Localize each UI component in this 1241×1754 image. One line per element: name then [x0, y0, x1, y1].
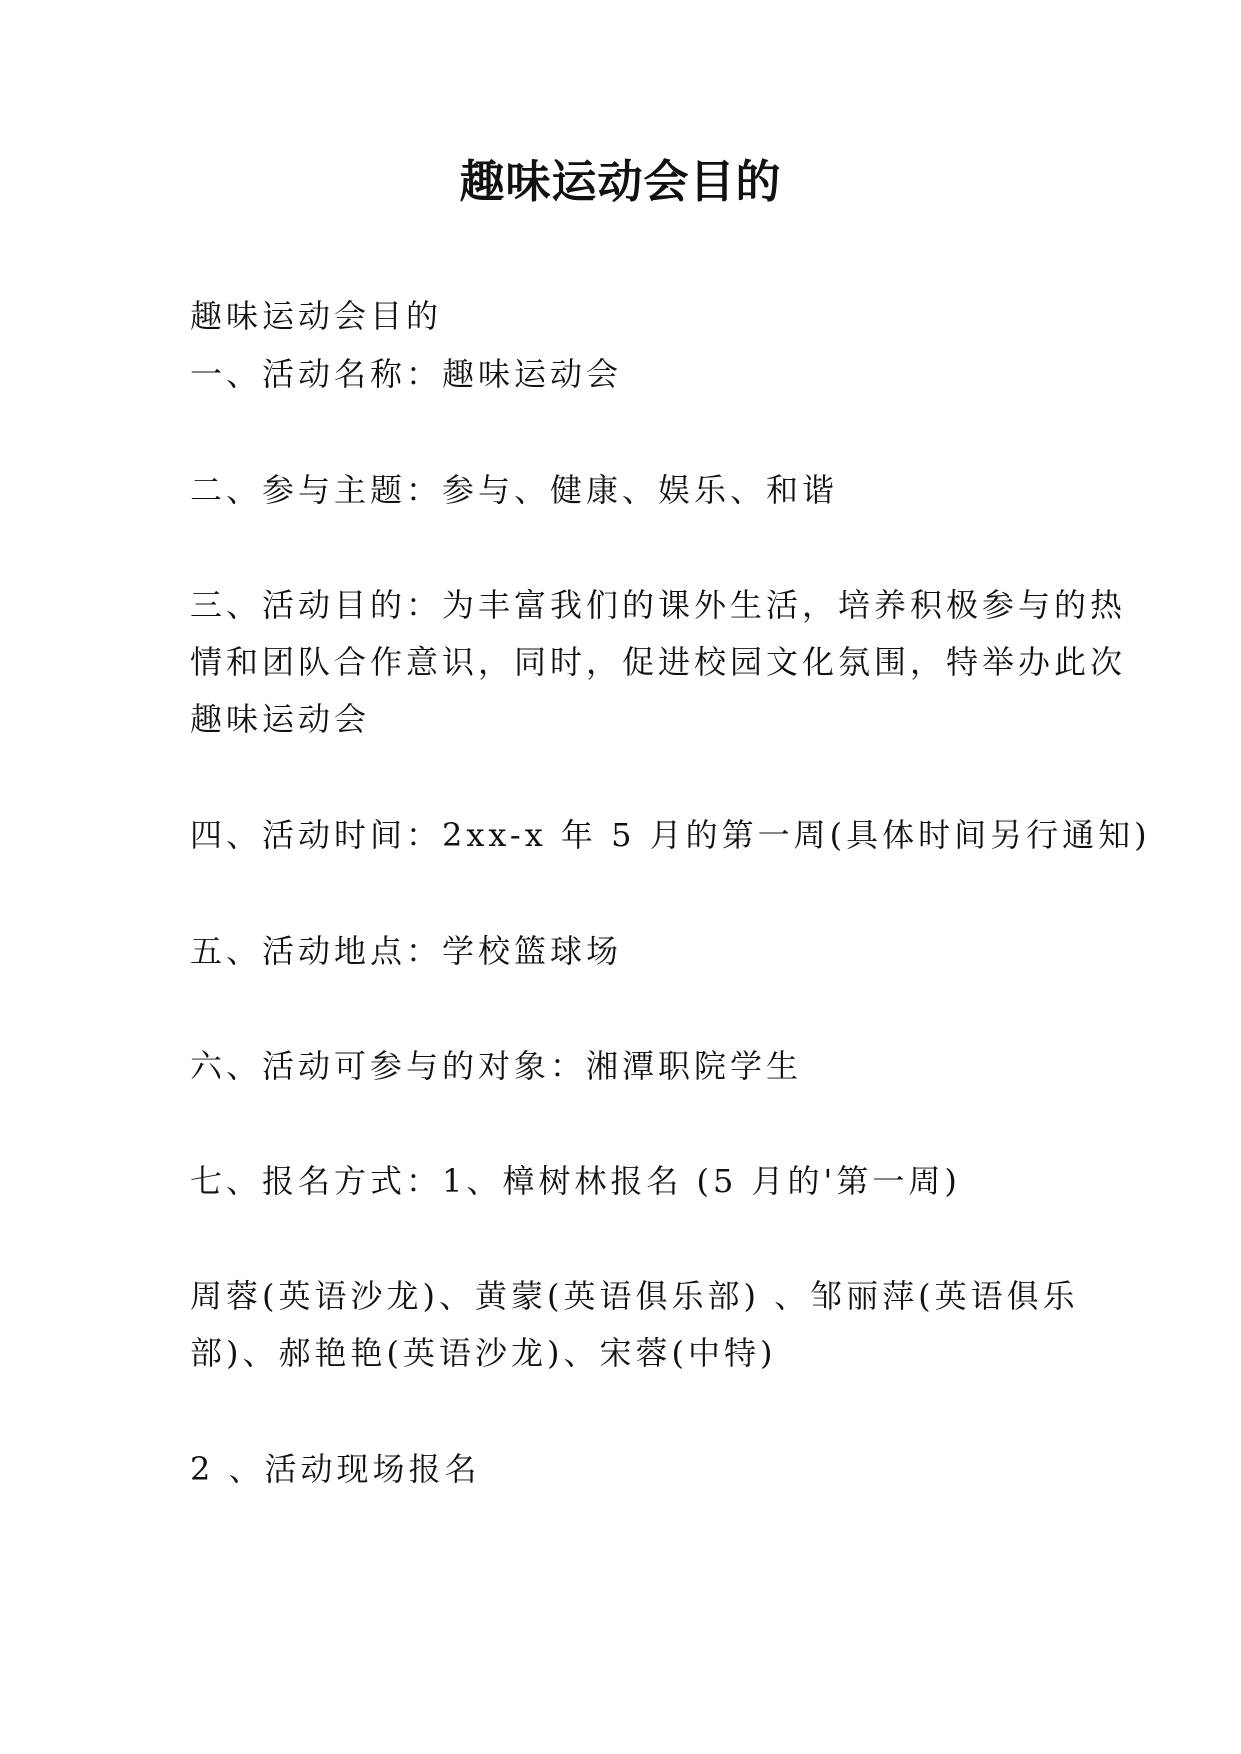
- paragraph-line: 部)、郝艳艳(英语沙龙)、宋蓉(中特): [190, 1334, 777, 1372]
- paragraph-activity-name: [190, 346, 1060, 403]
- paragraph-line: 七、报名方式：1、樟树林报名 (5 月的'第一周): [190, 1162, 961, 1200]
- document-title: 趣味运动会目的: [459, 155, 782, 208]
- paragraph-line: 周蓉(英语沙龙)、黄蒙(英语俱乐部) 、邹丽萍(英语俱乐: [190, 1277, 1079, 1315]
- paragraph-line: 五、活动地点：学校篮球场: [190, 932, 623, 970]
- paragraph-line: 情和团队合作意识，同时，促进校园文化氛围，特举办此次: [190, 643, 1127, 681]
- paragraph-line: 趣味运动会: [190, 700, 371, 738]
- paragraph-heading: [190, 288, 1060, 345]
- paragraph-purpose: [190, 577, 1127, 748]
- paragraph-registration: [190, 1153, 1060, 1210]
- paragraph-line: 二、参与主题：参与、健康、娱乐、和谐: [190, 471, 839, 509]
- paragraph-line: 趣味运动会目的: [190, 297, 443, 335]
- paragraph-line: 一、活动名称：趣味运动会: [190, 355, 623, 393]
- paragraph-participants: [190, 1038, 1060, 1095]
- paragraph-contacts: [190, 1268, 1079, 1382]
- paragraph-theme: [190, 462, 1060, 519]
- paragraph-line: 三、活动目的：为丰富我们的课外生活，培养积极参与的热: [190, 586, 1127, 624]
- paragraph-time: [190, 807, 1151, 864]
- paragraph-location: [190, 923, 1060, 980]
- paragraph-line: 四、活动时间：2xx-x 年 5 月的第一周(具体时间另行通知): [190, 816, 1151, 854]
- paragraph-line: 2 、活动现场报名: [190, 1450, 481, 1488]
- paragraph-line: 六、活动可参与的对象：湘潭职院学生: [190, 1047, 803, 1085]
- paragraph-onsite-registration: [190, 1441, 1060, 1498]
